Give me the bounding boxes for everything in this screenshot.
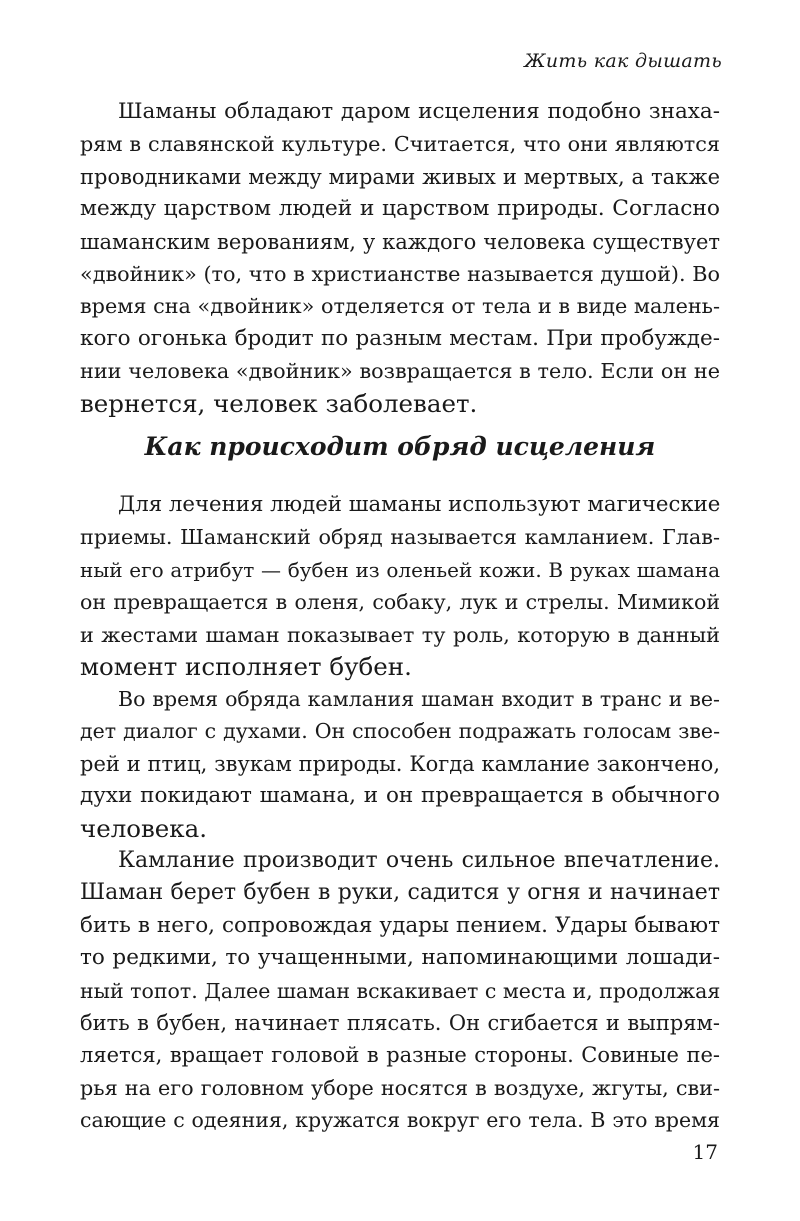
paragraph-4 [80,845,720,1137]
text-line: между царством людей и царством природы. Согласно [80,196,720,222]
text-line: кого огонька бродит по разным местам. При пробужде- [80,325,720,351]
paragraph-3 [80,683,720,845]
text-line: духи покидают шамана, и он превращается в обычного [80,783,720,809]
text-line: ный топот. Далее шаман вскакивает с места и, продолжая [80,978,721,1003]
text-line: Для лечения людей шаманы используют магические [118,492,721,517]
text-line: то редкими, то учащенными, напоминающими лошади- [80,945,720,971]
text-line: момент исполняет бубен. [80,651,412,681]
text-line: нии человека «двойник» возвращается в тело. Если он не [80,359,720,384]
text-line: приемы. Шаманский обряд называется камланием. Глав- [80,525,720,550]
text-line: рей и птиц, звукам природы. Когда камлание закончено, [80,751,720,776]
text-line: ляется, вращает головой в разные стороны. Совиные пе- [80,1043,720,1068]
running-header: Жить как дышать [524,50,722,72]
page-number: 17 [692,1140,718,1164]
text-line: Во время обряда камлания шаман входит в транс и ве- [118,687,720,711]
text-line: Шаманы обладают даром исцеления подобно знаха- [118,99,720,124]
text-line: шаманским верованиям, у каждого человека существует [80,229,720,254]
text-line: он превращается в оленя, собаку, лук и стрелы. Мимикой [80,590,720,615]
paragraph-1 [80,96,720,420]
text-line: время сна «двойник» отделяется от тела и в виде малень- [80,294,720,319]
text-line: и жестами шаман показывает ту роль, которую в данный [80,622,720,647]
text-line: сающие с одеяния, кружатся вокруг его тела. В это время [80,1108,720,1133]
text-line: ный его атрибут — бубен из оленьей кожи. В руках шамана [80,557,720,582]
text-line: рья на его головном уборе носятся в воздухе, жгуты, сви- [80,1075,720,1100]
section-heading: Как происходит обряд исцеления [144,432,656,461]
text-line: бить в бубен, начинает плясать. Он сгибается и выпрям- [80,1010,720,1035]
text-line: вернется, человек заболевает. [80,388,478,418]
text-line: «двойник» (то, что в христианстве называется душой). Во [80,261,720,286]
text-line: дет диалог с духами. Он способен подражать голосам зве- [80,719,720,744]
text-line: Камлание производит очень сильное впечатление. [118,848,720,873]
text-line: проводниками между мирами живых и мертвых, а также [80,164,720,189]
paragraph-2 [80,489,720,683]
text-line: человека. [80,813,208,843]
text-line: рям в славянской культуре. Считается, что они являются [80,132,720,157]
text-line: бить в него, сопровождая удары пением. Удары бывают [80,912,720,938]
text-line: Шаман берет бубен в руки, садится у огня и начинает [80,880,720,906]
